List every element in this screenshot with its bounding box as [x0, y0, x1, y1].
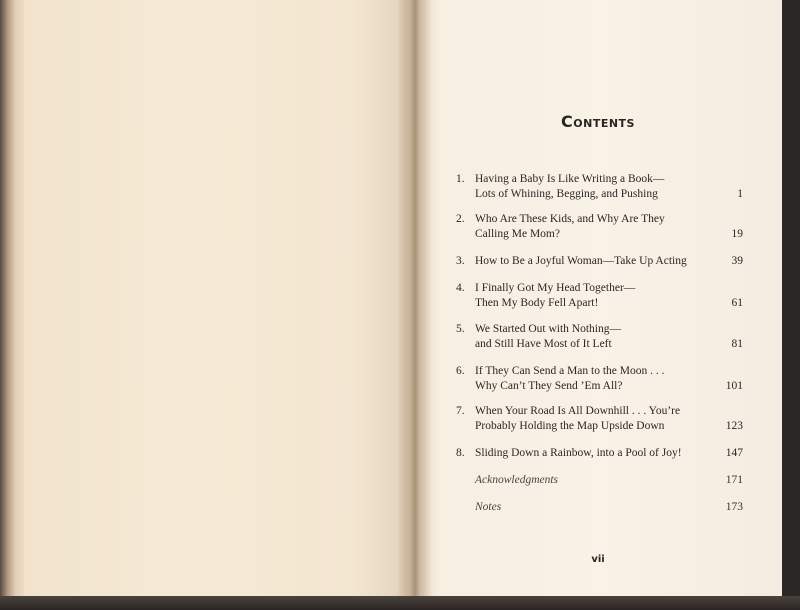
entry-title: Who Are These Kids, and Why Are They Calling Me Mom? [475, 213, 665, 240]
entry-page: 1 [737, 188, 743, 200]
entry-page: 39 [731, 255, 743, 267]
entry-page: 61 [731, 297, 743, 309]
toc-entry [456, 364, 743, 394]
entry-page: 123 [725, 420, 743, 432]
entry-number: 6. [456, 365, 465, 377]
entry-title: I Finally Got My Head Together— Then My Body Fell Apart! [475, 282, 636, 309]
entry-title: When Your Road Is All Downhill . . . You’re Probably Holding the Map Upside Down [475, 405, 681, 432]
toc-entry [456, 446, 743, 461]
toc-entry [456, 404, 743, 434]
page-folio: vii [591, 554, 605, 565]
toc-notes [456, 500, 743, 515]
entry-title: Notes [475, 501, 502, 513]
toc-entry [456, 212, 743, 242]
entry-number: 7. [456, 405, 465, 417]
background-bottom [0, 596, 800, 610]
entry-title: Sliding Down a Rainbow, into a Pool of Joy! [475, 447, 682, 459]
entry-page: 81 [731, 338, 743, 350]
toc-acknowledgments [456, 473, 743, 488]
contents-heading: Contents [561, 112, 635, 131]
toc-entry [456, 172, 743, 202]
toc-entry [456, 322, 743, 352]
book-gutter [398, 0, 432, 598]
background-edge [782, 0, 800, 598]
entry-title: How to Be a Joyful Woman—Take Up Acting [475, 255, 687, 267]
entry-number: 8. [456, 447, 465, 459]
entry-number: 5. [456, 323, 465, 335]
entry-number: 1. [456, 173, 465, 185]
entry-number: 2. [456, 213, 465, 225]
entry-title: Acknowledgments [475, 474, 559, 486]
right-page [412, 0, 784, 598]
left-page-blank [24, 0, 412, 598]
entry-page: 19 [731, 228, 743, 240]
page-edges [0, 0, 26, 605]
entry-title: Having a Baby Is Like Writing a Book— Lots of Whining, Begging, and Pushing [475, 173, 665, 200]
entry-number: 4. [456, 282, 465, 294]
entry-page: 173 [725, 501, 743, 513]
entry-title: We Started Out with Nothing— and Still Have Most of It Left [475, 323, 622, 350]
toc-entry [456, 254, 743, 269]
table-of-contents [456, 172, 743, 515]
toc-entry [456, 281, 743, 311]
entry-title: If They Can Send a Man to the Moon . . . Why Can’t They Send ’Em All? [475, 365, 665, 392]
entry-number: 3. [456, 255, 465, 267]
entry-page: 171 [725, 474, 743, 486]
entry-page: 147 [725, 447, 743, 459]
entry-page: 101 [725, 380, 743, 392]
